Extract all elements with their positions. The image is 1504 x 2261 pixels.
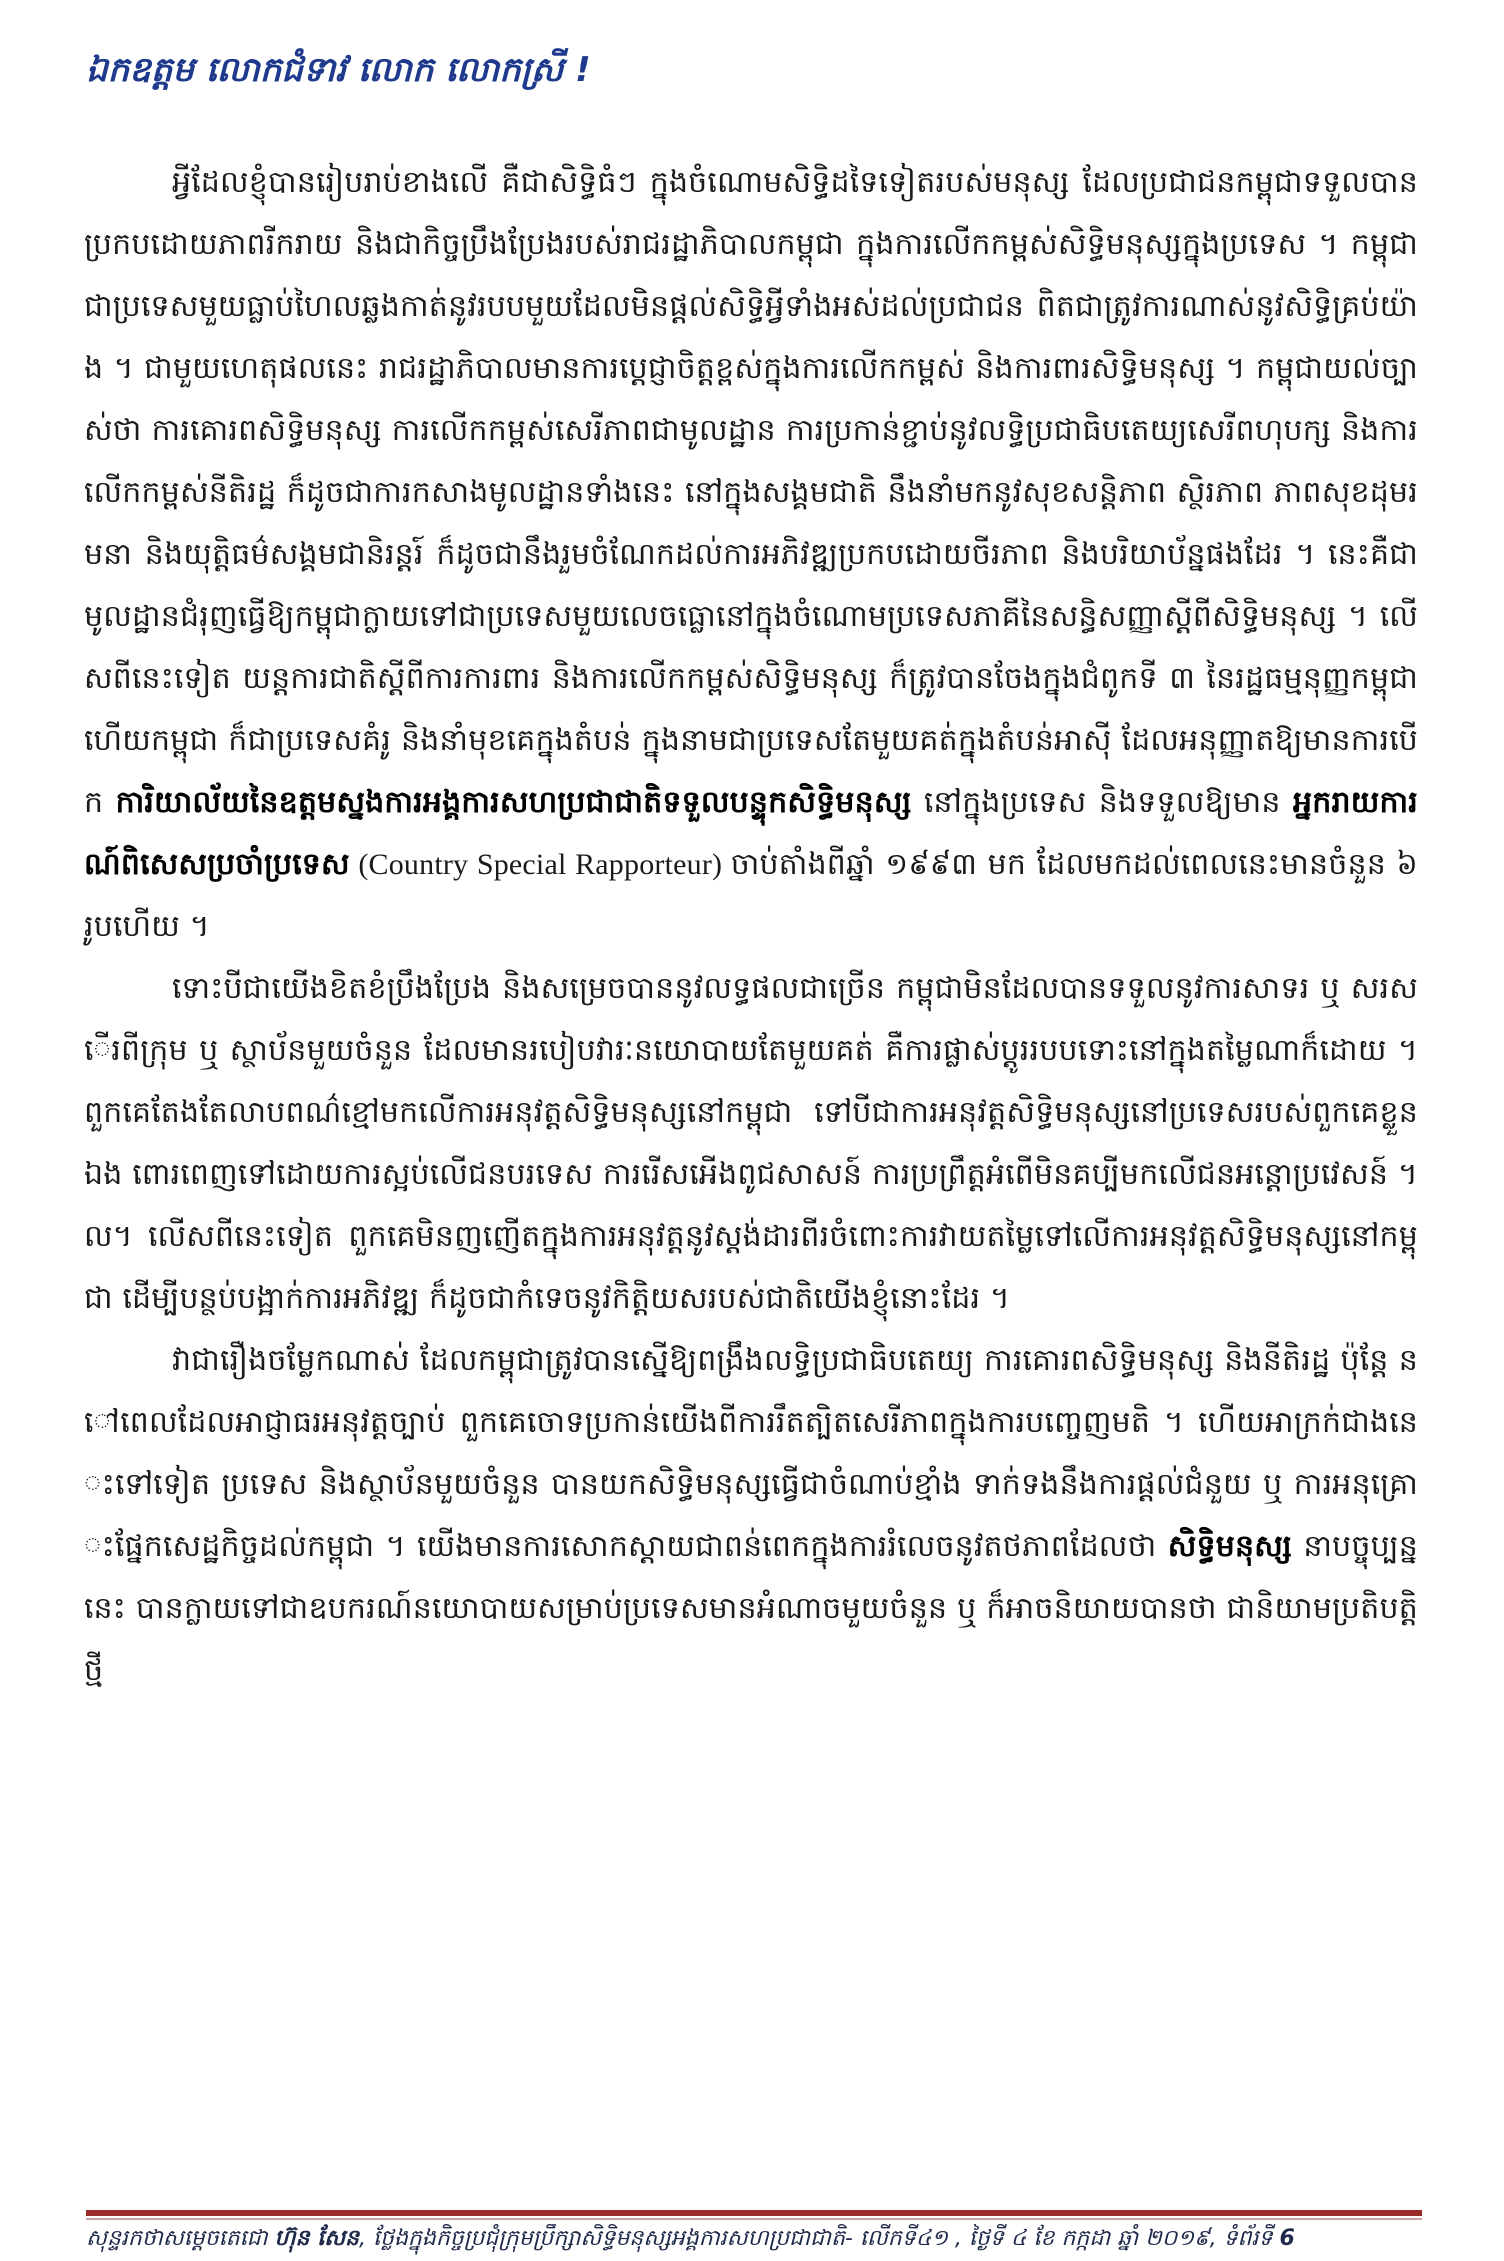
paragraph-3 [84, 1330, 1418, 1702]
paragraph-1-text-a: អ្វីដែលខ្ញុំបានរៀបរាប់ខាងលើ គឺជាសិទ្ធិធំៗ ក្នុងចំណោមសិទ្ធិដទៃទៀតរបស់មនុស្ស ដែលប្រជាជនកម្ពុជាទទួលបានប្រកបដោយភាពរីករាយ និងជាកិច្ចប្រឹងប្រែងរបស់រាជរដ្ឋាភិបាលកម្ពុជា ក្នុងការលើកកម្ពស់សិទ្ធិមនុស្សក្នុងប្រទេស ។ កម្ពុជា ជាប្រទេសមួយធ្លាប់ហៃលឆ្លងកាត់នូវរបបមួយដែលមិនផ្តល់សិទ្ធិអ្វីទាំងអស់ដល់ប្រជាជន ពិតជាត្រូវការណាស់នូវសិទ្ធិគ្រប់យ៉ាង ។ ជាមួយហេតុផលនេះ រាជរដ្ឋាភិបាលមានការប្តេជ្ញាចិត្តខ្ពស់ក្នុងការលើកកម្ពស់ និងការពារសិទ្ធិមនុស្ស ។ កម្ពុជាយល់ច្បាស់ថា ការគោរពសិទ្ធិមនុស្ស ការលើកកម្ពស់សេរីភាពជាមូលដ្ឋាន ការប្រកាន់ខ្ជាប់នូវលទ្ធិប្រជាធិបតេយ្យសេរីពហុបក្ស និងការលើកកម្ពស់នីតិរដ្ឋ ក៏ដូចជាការកសាងមូលដ្ឋានទាំងនេះ នៅក្នុងសង្គមជាតិ នឹងនាំមកនូវសុខសន្តិភាព ស្ថិរភាព ភាពសុខដុមរមនា និងយុត្តិធម៌សង្គមជានិរន្តរ៍ ក៏ដូចជានឹងរួមចំណែកដល់ការអភិវឌ្ឍប្រកបដោយចីរភាព និងបរិយាប័ន្នផងដែរ ។ នេះគឺជាមូលដ្ឋានជំរុញធ្វើឱ្យកម្ពុជាក្លាយទៅជាប្រទេសមួយលេចធ្លោនៅក្នុងចំណោមប្រទេសភាគីនៃសន្ធិសញ្ញាស្តីពីសិទ្ធិមនុស្ស ។ លើសពីនេះទៀត យន្តការជាតិស្តីពីការការពារ និងការលើកកម្ពស់សិទ្ធិមនុស្ស ក៏ត្រូវបានចែងក្នុងជំពូកទី ៣ នៃរដ្ឋធម្មនុញ្ញកម្ពុជា ហើយកម្ពុជា ក៏ជាប្រទេសគំរូ និងនាំមុខគេក្នុងតំបន់ ក្នុងនាមជាប្រទេសតែមួយគត់ក្នុងតំបន់អាស៊ី ដែលអនុញ្ញាតឱ្យមានការបើក [84, 165, 1418, 820]
footer-page-number: 6 [1279, 2226, 1295, 2251]
paragraph-1-text-c: ចាប់តាំងពីឆ្នាំ ១៩៩៣ មក ដែលមកដល់ពេលនេះមានចំនួន ៦ រូបហើយ ។ [84, 847, 1418, 944]
ohchr-office-emphasis: ការិយាល័យនៃឧត្តមស្នងការអង្គការសហប្រជាជាតិទទួលបន្ទុកសិទ្ធិមនុស្ស [115, 785, 912, 820]
paragraph-3-text-b: នាបច្ចុប្បន្ននេះ បានក្លាយទៅជាឧបករណ៍នយោបាយសម្រាប់ប្រទេសមានអំណាចមួយចំនួន ឬ ក៏អាចនិយាយបានថា ជានិយាមប្រតិបត្តិថ្មី [84, 1529, 1418, 1688]
country-special-rapporteur-english: (Country Special Rapporteur) [349, 848, 731, 881]
salutation-heading: ឯកឧត្តម លោកជំទាវ លោក លោកស្រី ! [86, 50, 591, 90]
human-rights-emphasis: សិទ្ធិមនុស្ស [1167, 1529, 1292, 1564]
paragraph-1 [84, 152, 1418, 958]
footer-page-label: ទំព័រទី [1223, 2226, 1280, 2251]
special-rapporteur-emphasis: អ្នករាយការណ៍ពិសេសប្រចាំប្រទេស [84, 785, 1418, 882]
page-footer [86, 2224, 1422, 2256]
footer-speaker-name: ហ៊ុន សែន [274, 2226, 360, 2251]
footer-divider [86, 2210, 1422, 2216]
paragraph-3-text-a: វាជារឿងចម្លែកណាស់ ដែលកម្ពុជាត្រូវបានស្នើឱ្យពង្រឹងលទ្ធិប្រជាធិបតេយ្យ ការគោរពសិទ្ធិមនុស្ស និងនីតិរដ្ឋ ប៉ុន្តែ នៅពេលដែលអាជ្ញាធរអនុវត្តច្បាប់ ពួកគេចោទប្រកាន់យើងពីការរឹតត្បិតសេរីភាពក្នុងការបញ្ចេញមតិ ។ ហើយអាក្រក់ជាងនេះទៅទៀត ប្រទេស និងស្ថាប័នមួយចំនួន បានយកសិទ្ធិមនុស្សធ្វើជាចំណាប់ខ្មាំង ទាក់ទងនឹងការផ្តល់ជំនួយ ឬ ការអនុគ្រោះផ្នែកសេដ្ឋកិច្ចដល់កម្ពុជា ។ យើងមានការសោកស្តាយជាពន់ពេកក្នុងការរំលេចនូវតថភាពដែលថា [84, 1343, 1418, 1564]
footer-speech-prefix: សុន្ទរកថាសម្តេចតេជោ [86, 2226, 275, 2251]
paragraph-2: ទោះបីជាយើងខិតខំប្រឹងប្រែង និងសម្រេចបាននូវលទ្ធផលជាច្រើន កម្ពុជាមិនដែលបានទទួលនូវការសាទរ ឬ សរសើរពីក្រុម ឬ ស្ថាប័នមួយចំនួន ដែលមានរបៀបវារៈនយោបាយតែមួយគត់ គឺការផ្លាស់ប្តូររបបទោះនៅក្នុងតម្លៃណាក៏ដោយ ។ ពួកគេតែងតែលាបពណ៌ខ្មៅមកលើការអនុវត្តសិទ្ធិមនុស្សនៅកម្ពុជា ទៅបីជាការអនុវត្តសិទ្ធិមនុស្សនៅប្រទេសរបស់ពួកគេខ្លួនឯង ពោរពេញទៅដោយការស្អប់លើជនបរទេស ការរើសអើងពូជសាសន៍ ការប្រព្រឹត្តអំពើមិនគប្បីមកលើជនអន្តោប្រវេសន៍ ។ល។ លើសពីនេះទៀត ពួកគេមិនញញើតក្នុងការអនុវត្តនូវស្តង់ដារពីរចំពោះការវាយតម្លៃទៅលើការអនុវត្តសិទ្ធិមនុស្សនៅកម្ពុជា ដើម្បីបន្ថប់បង្អាក់ការអភិវឌ្ឍ ក៏ដូចជាកំទេចនូវកិត្តិយសរបស់ជាតិយើងខ្ញុំនោះដែរ ។ [84, 971, 1418, 1316]
paragraph-1-text-b: នៅក្នុងប្រទេស និងទទួលឱ្យមាន [911, 785, 1294, 820]
body-text [84, 152, 1418, 1702]
footer-event-info: , ថ្លែងក្នុងកិច្ចប្រជុំក្រុមប្រឹក្សាសិទ្ធិមនុស្សអង្គការសហប្រជាជាតិ- លើកទី៤១ , ថ្ងៃទី ៤ ខែ កក្កដា ឆ្នាំ ២០១៩, [359, 2226, 1224, 2251]
